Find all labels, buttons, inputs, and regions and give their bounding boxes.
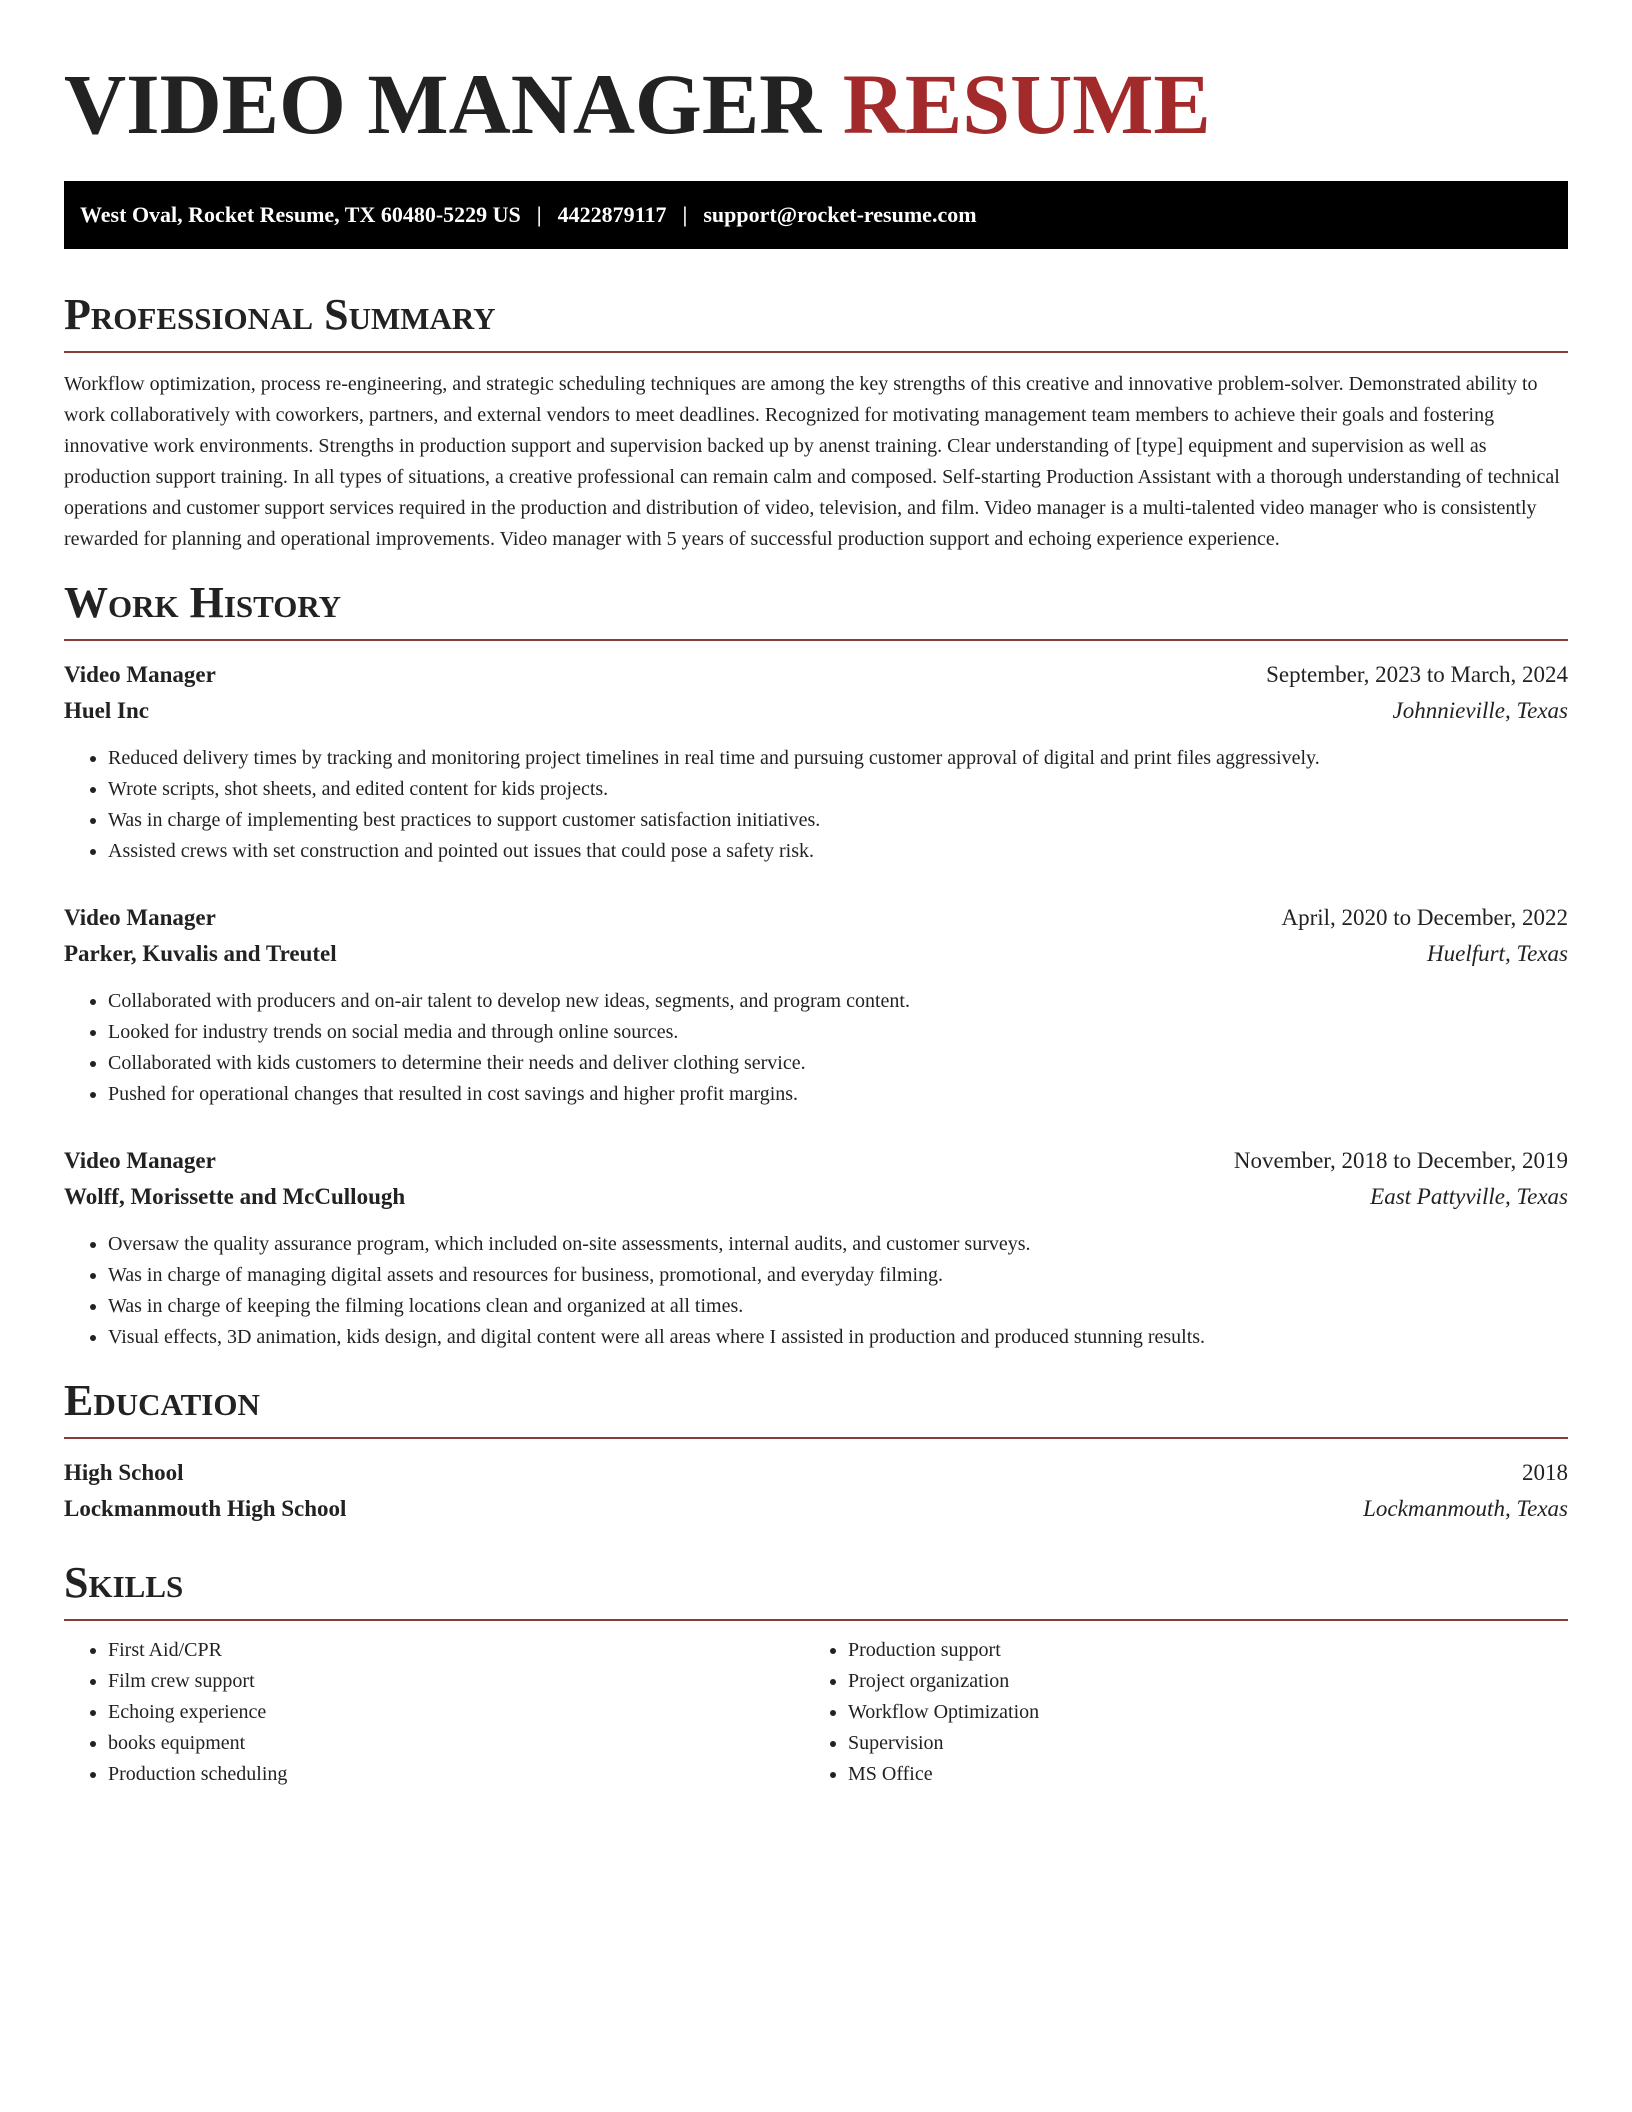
education-year: 2018 bbox=[1522, 1460, 1568, 1485]
job-bullet: • Reduced delivery times by tracking and monitoring project timelines in real time and pursuing customer approval of digital and print files aggressively. bbox=[108, 743, 1568, 774]
job-company: Huel Inc bbox=[64, 698, 149, 723]
work-history-section bbox=[64, 577, 1568, 1353]
section-heading-education: Education bbox=[64, 1376, 260, 1425]
job-company: Wolff, Morissette and McCullough bbox=[64, 1184, 406, 1209]
contact-phone: 4422879117 bbox=[557, 202, 667, 227]
job-bullet: • Visual effects, 3D animation, kids design, and digital content were all areas where I assisted in production and produced stunning results. bbox=[108, 1322, 1568, 1353]
job-entry bbox=[64, 1143, 1568, 1353]
job-location: Huelfurt, Texas bbox=[1427, 941, 1568, 966]
education-location: Lockmanmouth, Texas bbox=[1363, 1496, 1568, 1521]
resume-title bbox=[64, 0, 1568, 152]
job-dates: September, 2023 to March, 2024 bbox=[1266, 662, 1568, 687]
job-bullet: • Collaborated with kids customers to determine their needs and deliver clothing service. bbox=[108, 1048, 1568, 1079]
skill-item: • Project organization bbox=[848, 1666, 1544, 1697]
job-entry bbox=[64, 900, 1568, 1110]
section-heading-work-history: Work History bbox=[64, 578, 342, 627]
education-school: Lockmanmouth High School bbox=[64, 1496, 347, 1521]
job-title: Video Manager bbox=[64, 662, 216, 687]
skill-item: • Supervision bbox=[848, 1728, 1544, 1759]
section-divider bbox=[64, 351, 1568, 353]
job-bullets bbox=[64, 743, 1568, 867]
skill-item: • MS Office bbox=[848, 1759, 1544, 1790]
job-location: East Pattyville, Texas bbox=[1370, 1184, 1568, 1209]
job-location: Johnnieville, Texas bbox=[1392, 698, 1568, 723]
skill-item: • Production support bbox=[848, 1635, 1544, 1666]
job-bullet: • Wrote scripts, shot sheets, and edited content for kids projects. bbox=[108, 774, 1568, 805]
job-dates: November, 2018 to December, 2019 bbox=[1233, 1148, 1568, 1173]
contact-separator: | bbox=[536, 202, 542, 227]
contact-email: support@rocket-resume.com bbox=[703, 202, 977, 227]
job-title: Video Manager bbox=[64, 1148, 216, 1173]
job-title: Video Manager bbox=[64, 905, 216, 930]
skill-item: • books equipment bbox=[108, 1728, 804, 1759]
skill-item: • First Aid/CPR bbox=[108, 1635, 804, 1666]
section-heading-summary: Professional Summary bbox=[64, 290, 496, 339]
education-degree: High School bbox=[64, 1460, 184, 1485]
skills-section bbox=[64, 1557, 1568, 1790]
job-dates: April, 2020 to December, 2022 bbox=[1281, 905, 1568, 930]
section-divider bbox=[64, 1619, 1568, 1621]
job-bullet: • Oversaw the quality assurance program, which included on-site assessments, internal audits, and customer surveys. bbox=[108, 1229, 1568, 1260]
skill-item: • Echoing experience bbox=[108, 1697, 804, 1728]
job-bullets bbox=[64, 986, 1568, 1110]
job-bullets bbox=[64, 1229, 1568, 1353]
section-divider bbox=[64, 639, 1568, 641]
job-bullet: • Was in charge of keeping the filming locations clean and organized at all times. bbox=[108, 1291, 1568, 1322]
job-entry bbox=[64, 657, 1568, 867]
summary-section bbox=[64, 289, 1568, 555]
section-heading-skills: Skills bbox=[64, 1558, 184, 1607]
job-bullet: • Was in charge of implementing best practices to support customer satisfaction initiatives. bbox=[108, 805, 1568, 836]
job-bullet: • Looked for industry trends on social media and through online sources. bbox=[108, 1017, 1568, 1048]
summary-text: Workflow optimization, process re-engineering, and strategic scheduling techniques are among the key strengths of this creative and innovative problem-solver. Demonstrated ability to work collaboratively with coworkers, partners, and external vendors to meet deadlines. Recognized for motivating management team members to achieve their goals and fostering innovative work environments. Strengths in production support and supervision backed up by anenst training. Clear understanding of [type] equipment and supervision as well as production support training. In all types of situations, a creative professional can remain calm and composed. Self-starting Production Assistant with a thorough understanding of technical operations and customer support services required in the production and distribution of video, television, and film. Video manager is a multi-talented video manager who is consistently rewarded for planning and operational improvements. Video manager with 5 years of successful production support and echoing experience experience. bbox=[64, 373, 1560, 550]
contact-separator: | bbox=[682, 202, 688, 227]
section-divider bbox=[64, 1437, 1568, 1439]
skill-item: • Film crew support bbox=[108, 1666, 804, 1697]
skill-item: • Production scheduling bbox=[108, 1759, 804, 1790]
title-accent: RESUME bbox=[842, 56, 1211, 152]
job-bullet: • Collaborated with producers and on-air talent to develop new ideas, segments, and program content. bbox=[108, 986, 1568, 1017]
job-bullet: • Assisted crews with set construction and pointed out issues that could pose a safety risk. bbox=[108, 836, 1568, 867]
skills-list-right bbox=[804, 1635, 1544, 1790]
contact-bar bbox=[64, 181, 1568, 249]
skills-grid bbox=[64, 1635, 1568, 1790]
job-company: Parker, Kuvalis and Treutel bbox=[64, 941, 337, 966]
education-section bbox=[64, 1375, 1568, 1527]
skills-list-left bbox=[64, 1635, 804, 1790]
contact-address: West Oval, Rocket Resume, TX 60480-5229 US bbox=[80, 202, 521, 227]
job-bullet: • Was in charge of managing digital assets and resources for business, promotional, and everyday filming. bbox=[108, 1260, 1568, 1291]
job-bullet: • Pushed for operational changes that resulted in cost savings and higher profit margins. bbox=[108, 1079, 1568, 1110]
title-main: VIDEO MANAGER bbox=[64, 56, 822, 152]
skill-item: • Workflow Optimization bbox=[848, 1697, 1544, 1728]
